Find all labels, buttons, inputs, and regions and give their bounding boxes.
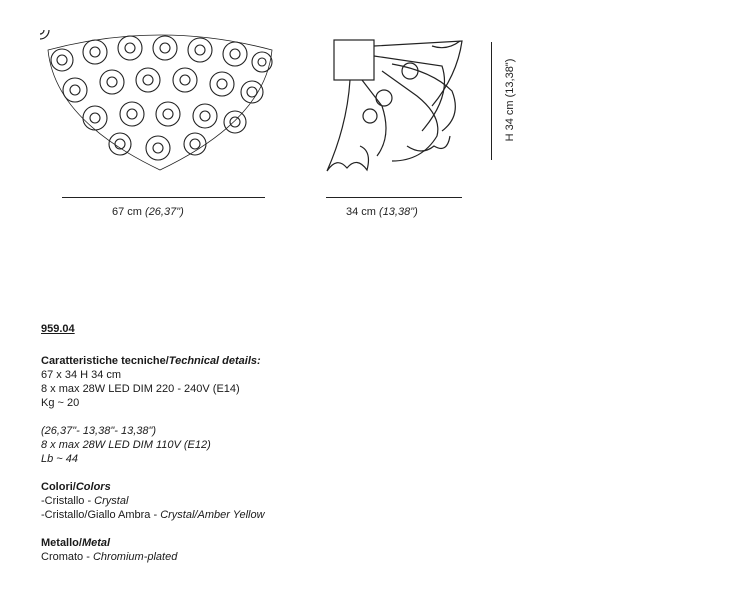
color-1-en: Crystal [94,495,129,507]
metric-line: 8 x max 28W LED DIM 220 - 240V (E14) [41,383,240,395]
product-code: 959.04 [41,323,75,335]
color-1-it: -Cristallo - [41,495,95,507]
side-width-in: (13,38") [379,206,418,218]
imperial-line: Lb ~ 44 [41,453,79,465]
imperial-line: (26,37"- 13,38"- 13,38") [41,425,157,437]
metal-en: Chromium-plated [92,551,178,563]
side-view-drawing [322,36,472,181]
side-width-cm: 34 cm [346,206,376,218]
side-dimension-line [326,197,462,198]
color-option [41,494,265,508]
colors-heading-en: Colors [75,481,111,493]
color-2-en: Crystal/Amber Yellow [160,509,265,521]
technical-details-heading [41,354,265,368]
metal-heading [41,536,265,550]
colors-heading [41,480,265,494]
metal-finish [41,550,265,564]
metal-heading-it: Metallo/ [41,537,82,549]
front-width-label [112,206,184,218]
color-2-it: -Cristallo/Giallo Ambra - [41,509,161,521]
technical-heading-it: Caratteristiche tecniche/ [41,355,169,367]
height-label: H 34 cm (13,38") [504,58,516,142]
front-width-in: (26,37") [145,206,184,218]
side-width-label [346,206,418,218]
height-dimension-line [491,42,492,160]
metal-it: Cromato - [41,551,93,563]
front-dimension-line [62,197,265,198]
front-width-cm: 67 cm [112,206,142,218]
imperial-line: 8 x max 28W LED DIM 110V (E12) [41,439,211,451]
metal-heading-en: Metal [81,537,111,549]
metric-line: 67 x 34 H 34 cm [41,369,122,381]
color-option [41,508,265,522]
technical-heading-en: Technical details: [168,355,261,367]
metric-line: Kg ~ 20 [41,397,80,409]
spec-block [41,322,265,564]
colors-heading-it: Colori/ [41,481,76,493]
front-view-drawing [40,30,280,180]
